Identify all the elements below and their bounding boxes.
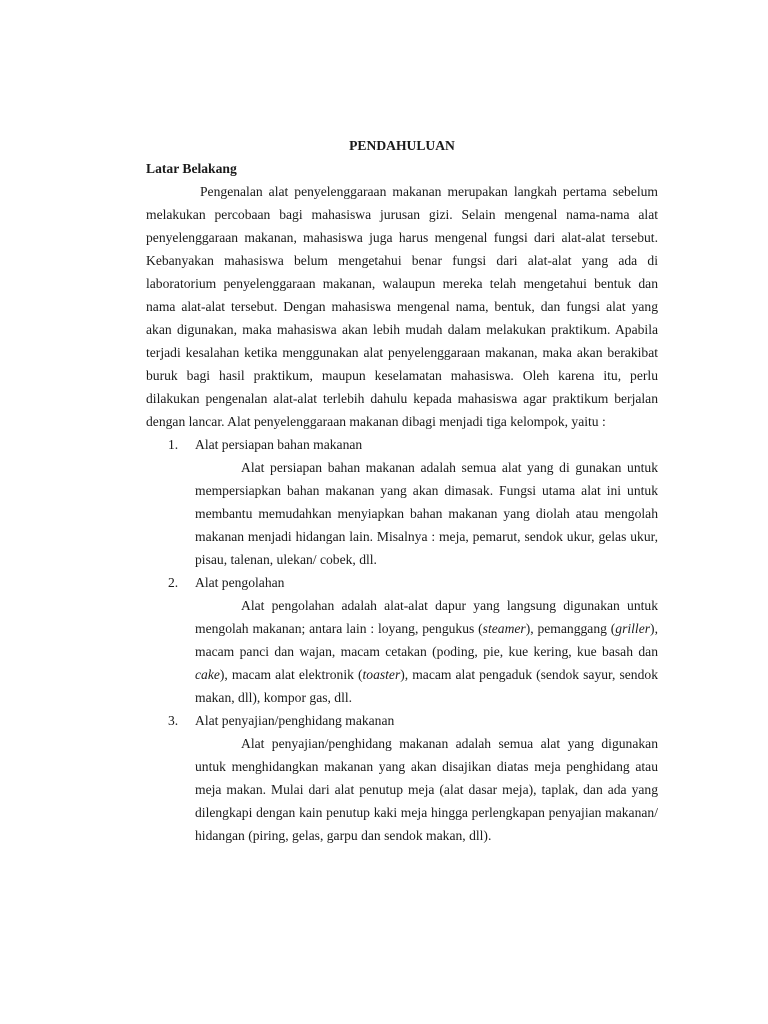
list-item — [146, 433, 658, 571]
list-item-title: Alat penyajian/penghidang makanan — [195, 713, 395, 728]
list-item-title: Alat persiapan bahan makanan — [195, 437, 363, 452]
italic-term: steamer — [482, 621, 526, 636]
body-text: ), macam alat pengaduk (sendok sayur, sendok makan, dll), kompor gas, dll. — [195, 667, 658, 705]
list-item-number: 2. — [168, 575, 179, 590]
section-heading: Latar Belakang — [146, 161, 237, 176]
tool-category-list — [146, 433, 658, 847]
body-text: ), macam panci dan wajan, macam cetakan (poding, pie, kue kering, kue basah dan — [195, 621, 658, 659]
intro-paragraph: Pengenalan alat penyelenggaraan makanan merupakan langkah pertama sebelum melakukan percobaan bagi mahasiswa jurusan gizi. Selain mengenal nama-nama alat penyelenggaraan makanan, mahasiswa juga harus mengenal fungsi dari alat-alat tersebut. Kebanyakan mahasiswa belum mengetahui benar fungsi dari alat-alat yang ada di laboratorium penyelenggaraan makanan, walaupun mereka telah mengetahui bentuk dan nama alat-alat tersebut. Dengan mahasiswa mengenal nama, bentuk, dan fungsi alat yang akan digunakan, maka mahasiswa akan lebih mudah dalam melakukan praktikum. Apabila terjadi kesalahan ketika menggunakan alat penyelenggaraan makanan, maka akan berakibat buruk bagi hasil praktikum, maupun keselamatan mahasiswa. Oleh karena itu, perlu dilakukan pengenalan alat-alat terlebih dahulu kepada mahasiswa agar praktikum berjalan dengan lancar. Alat penyelenggaraan makanan dibagi menjadi tiga kelompok, yaitu : — [146, 184, 658, 429]
list-item-title: Alat pengolahan — [195, 575, 285, 590]
list-item-number: 1. — [168, 437, 179, 452]
body-text: ), macam alat elektronik ( — [219, 667, 363, 682]
page-title: PENDAHULUAN — [349, 138, 455, 153]
list-item-body: Alat persiapan bahan makanan adalah semua alat yang di gunakan untuk mempersiapkan bahan makanan yang akan dimasak. Fungsi utama alat ini untuk membantu memudahkan menyiapkan bahan makanan yang diolah atau mengolah makanan menjadi hidangan lain. Misalnya : meja, pemarut, sendok ukur, gelas ukur, pisau, talenan, ulekan/ cobek, dll. — [195, 460, 658, 567]
list-item-body: Alat penyajian/penghidang makanan adalah semua alat yang digunakan untuk menghidangkan makanan yang akan disajikan diatas meja penghidang atau meja makan. Mulai dari alat penutup meja (alat dasar meja), taplak, dan ada yang dilengkapi dengan kain penutup kaki meja hingga perlengkapan penyajian makanan/ hidangan (piring, gelas, garpu dan sendok makan, dll). — [195, 736, 658, 843]
body-text: Alat pengolahan adalah alat-alat dapur yang langsung digunakan untuk mengolah makanan; antara lain : loyang, pengukus ( — [195, 598, 658, 636]
list-item-body — [195, 594, 658, 709]
list-item — [146, 709, 658, 847]
body-text: ), pemanggang ( — [525, 621, 616, 636]
italic-term: toaster — [362, 667, 401, 682]
italic-term: cake — [195, 667, 220, 682]
italic-term: griller — [615, 621, 651, 636]
list-item-number: 3. — [168, 713, 179, 728]
list-item — [146, 571, 658, 709]
document-page — [146, 134, 658, 847]
